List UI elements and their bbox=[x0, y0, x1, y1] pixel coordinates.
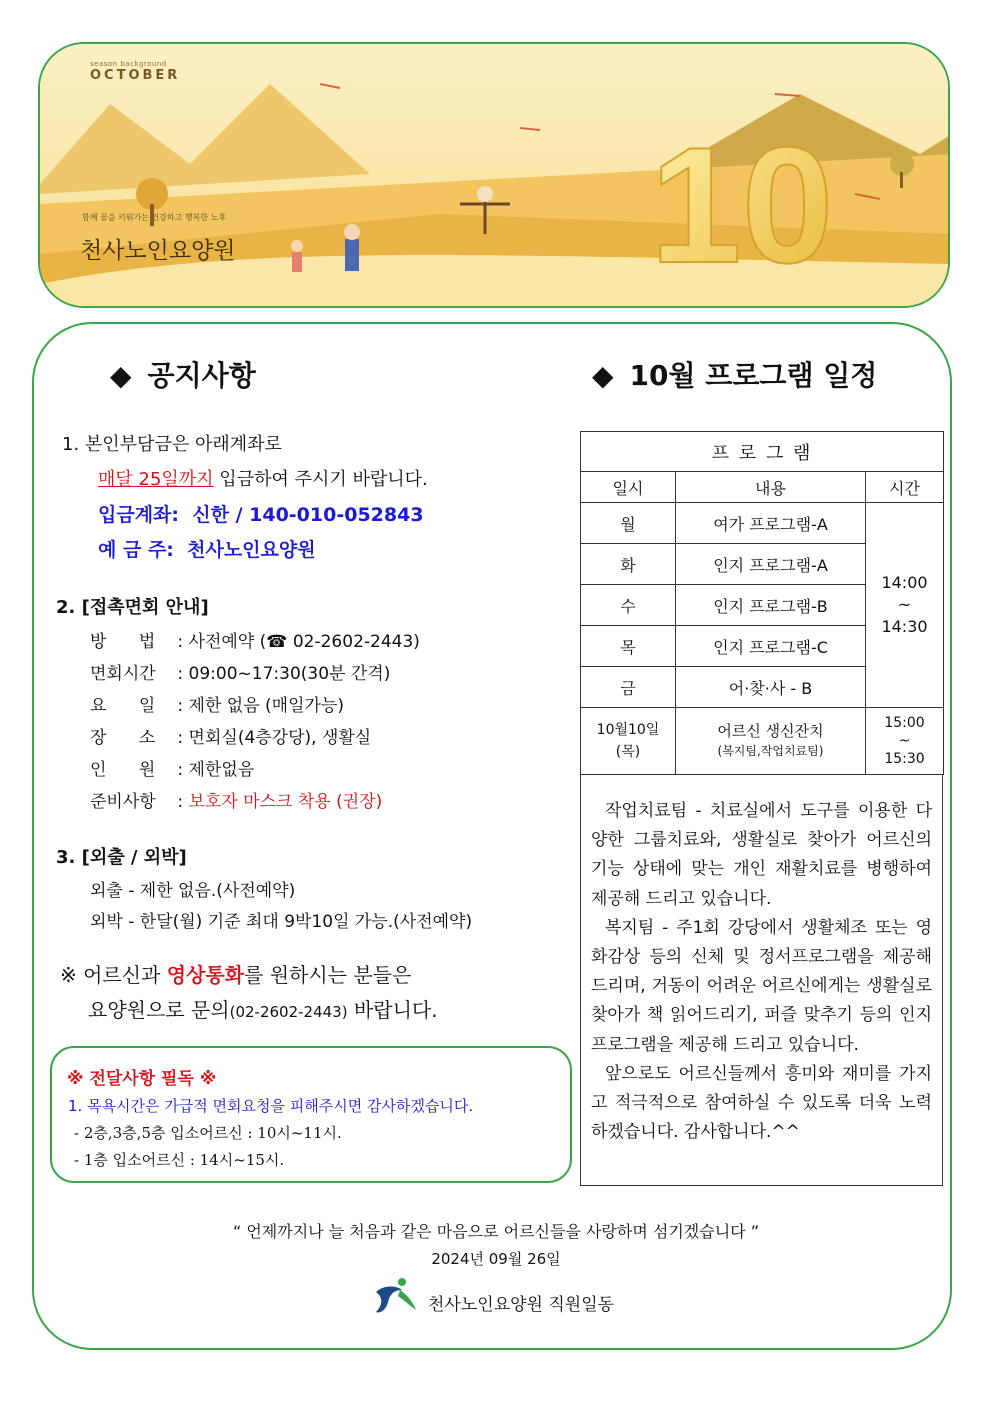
notice-item2-heading: 2. [접촉면회 안내] bbox=[56, 597, 209, 618]
account-holder-line: 예 금 주: 천사노인요양원 bbox=[98, 539, 316, 561]
visit-info-row bbox=[90, 691, 344, 716]
org-logo-icon bbox=[372, 1276, 420, 1316]
table-cell-day: 화 bbox=[581, 544, 676, 585]
notice-item1-line1: 1. 본인부담금은 아래계좌로 bbox=[62, 434, 282, 455]
notice-item1-line2: 매달 25일까지 입금하여 주시기 바랍니다. bbox=[98, 469, 428, 490]
visit-info-value: 보호자 마스크 착용 (권장) bbox=[188, 792, 383, 812]
visit-info-colon: : bbox=[172, 632, 189, 652]
banner-month: OCTOBER bbox=[90, 68, 181, 83]
table-header-content: 내용 bbox=[676, 472, 866, 503]
big-ten-graphic: 10 bbox=[650, 113, 834, 297]
footer-signature: 천사노인요양원 직원일동 bbox=[428, 1295, 615, 1315]
table-cell-content: 인지 프로그램-A bbox=[676, 544, 866, 585]
video-call-highlight: 영상통화 bbox=[166, 963, 245, 987]
table-cell-day: 월 bbox=[581, 503, 676, 544]
autumn-field-illustration bbox=[40, 44, 950, 308]
visit-info-row bbox=[90, 787, 382, 812]
visit-info-row bbox=[90, 659, 390, 684]
visit-info-label: 방 법 bbox=[90, 632, 156, 652]
program-section-title: ◆ 10월 프로그램 일정 bbox=[592, 359, 878, 392]
visit-info-label: 인 원 bbox=[90, 760, 156, 780]
table-header-date: 일시 bbox=[581, 472, 676, 503]
table-cell-content: 인지 프로그램-C bbox=[676, 626, 866, 667]
table-cell-content: 어·찾·사 - B bbox=[676, 667, 866, 708]
table-cell-day: 금 bbox=[581, 667, 676, 708]
footer-date: 2024년 09월 26일 bbox=[431, 1250, 561, 1268]
visit-info-colon: : bbox=[172, 728, 189, 748]
delivery-line1: 1. 목욕시간은 가급적 면회요청을 피해주시면 감사하겠습니다. bbox=[68, 1097, 474, 1115]
delivery-line2: - 2층,3층,5층 입소어르신 : 10시~11시. bbox=[74, 1124, 342, 1142]
notice-section-title: ◆ 공지사항 bbox=[110, 359, 256, 392]
description-paragraph-therapy: 작업치료팀 - 치료실에서 도구를 이용한 다양한 그룹치료와, 생활실로 찾아가 어르신의 기능 상태에 맞는 개인 재활치료를 병행하여 제공해 드리고 있습니다. bbox=[591, 801, 932, 909]
visit-info-value: 09:00~17:30(30분 간격) bbox=[188, 664, 391, 684]
program-table bbox=[580, 431, 944, 775]
visit-info-label: 장 소 bbox=[90, 728, 156, 748]
visit-info-row bbox=[90, 723, 371, 748]
visit-info-colon: : bbox=[172, 792, 189, 812]
table-row bbox=[581, 503, 944, 544]
notice-item3-heading: 3. [외출 / 외박] bbox=[56, 847, 187, 868]
delivery-notice-box bbox=[50, 1046, 572, 1183]
table-cell-day: 수 bbox=[581, 585, 676, 626]
visit-info-value: 제한 없음 (매일가능) bbox=[188, 696, 344, 716]
inquiry-phone: (02-2602-2443) bbox=[229, 1003, 348, 1021]
visit-info-label: 요 일 bbox=[90, 696, 156, 716]
banner-org-name: 천사노인요양원 bbox=[80, 238, 236, 264]
special-event-row bbox=[581, 708, 944, 775]
program-table-title: 프 로 그 램 bbox=[581, 432, 944, 472]
visit-info-colon: : bbox=[172, 760, 189, 780]
delivery-line3: - 1층 입소어르신 : 14시~15시. bbox=[74, 1151, 285, 1169]
video-call-line2: 요양원으로 문의(02-2602-2443) 바랍니다. bbox=[88, 998, 438, 1022]
visit-info-value: 면회실(4층강당), 생활실 bbox=[188, 728, 372, 748]
visit-info-row bbox=[90, 627, 420, 652]
special-date-cell: 10월10일 (목) bbox=[581, 708, 676, 775]
table-header-time: 시간 bbox=[866, 472, 944, 503]
banner-season-text: season background bbox=[90, 60, 167, 68]
visit-info-row bbox=[90, 755, 254, 780]
account-line: 입금계좌: 신한 / 140-010-052843 bbox=[98, 504, 424, 526]
special-content-cell: 어르신 생신잔치 (복지팀,작업치료팀) bbox=[676, 708, 866, 775]
visit-info-value: 제한없음 bbox=[188, 760, 255, 780]
weekly-time-cell: 14:00 ~ 14:30 bbox=[866, 503, 944, 708]
visit-info-label: 준비사항 bbox=[90, 792, 156, 812]
table-cell-content: 여가 프로그램-A bbox=[676, 503, 866, 544]
table-cell-content: 인지 프로그램-B bbox=[676, 585, 866, 626]
delivery-title: ※ 전달사항 필독 ※ bbox=[67, 1069, 217, 1089]
visit-info-colon: : bbox=[172, 664, 189, 684]
description-paragraph-closing: 앞으로도 어르신들께서 흥미와 재미를 가지고 적극적으로 참여하실 수 있도록 더욱 노력하겠습니다. 감사합니다.^^ bbox=[591, 1063, 932, 1143]
diamond-bullet-icon: ◆ bbox=[592, 359, 614, 392]
deadline-highlight: 매달 25일까지 bbox=[98, 469, 214, 490]
footer-quote: “ 언제까지나 늘 처음과 같은 마음으로 어르신들을 사랑하며 섬기겠습니다 ” bbox=[232, 1222, 760, 1241]
visit-info-colon: : bbox=[172, 696, 189, 716]
special-time-cell: 15:00 ~ 15:30 bbox=[866, 708, 944, 775]
header-banner bbox=[38, 42, 950, 308]
outing-line: 외출 - 제한 없음.(사전예약) bbox=[90, 881, 296, 901]
visit-info-label: 면회시간 bbox=[90, 664, 156, 684]
diamond-bullet-icon: ◆ bbox=[110, 359, 132, 392]
program-description-box bbox=[580, 775, 943, 1186]
table-cell-day: 목 bbox=[581, 626, 676, 667]
overnight-line: 외박 - 한달(월) 기준 최대 9박10일 가능.(사전예약) bbox=[90, 912, 473, 932]
description-paragraph-welfare: 복지팀 - 주1회 강당에서 생활체조 또는 영화감상 등의 신체 및 정서프로그램을 제공해 드리며, 거동이 어려운 어르신에게는 생활실로 찾아가 책 읽어드리기, 퍼즐 맞추기 등의 인지프로그램을 제공해 드리고 있습니다. bbox=[591, 917, 932, 1055]
visit-info-value: 사전예약 (☎ 02-2602-2443) bbox=[188, 632, 420, 652]
video-call-line1: ※ 어르신과 영상통화를 원하시는 분들은 bbox=[60, 963, 412, 987]
banner-slogan: 함께 꿈을 키워가는 건강하고 행복한 노후 bbox=[82, 213, 227, 222]
